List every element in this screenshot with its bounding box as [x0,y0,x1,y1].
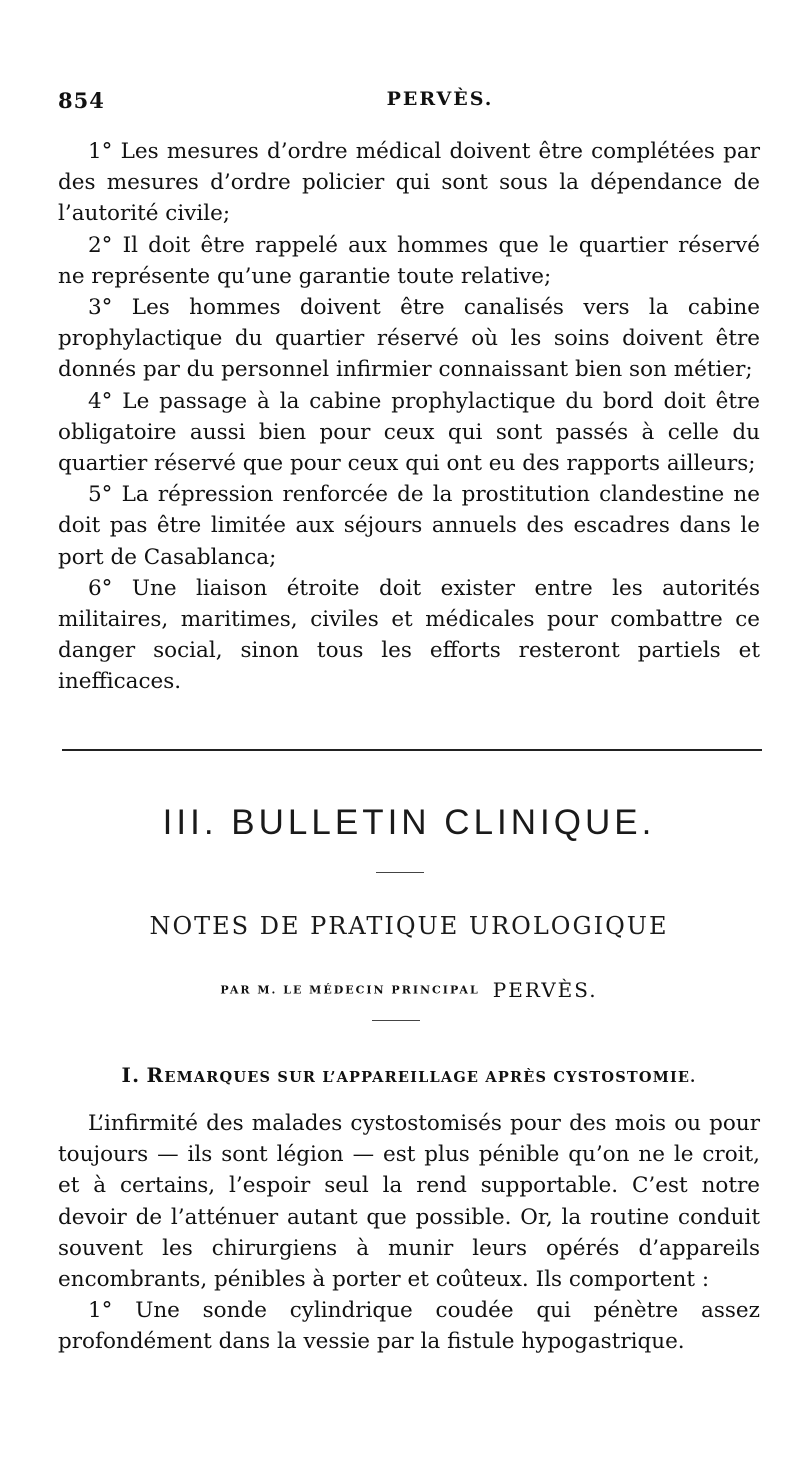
subsection-number: I. [121,1063,141,1087]
recommendation-5: 5° La répression renforcée de la prostitution clandestine ne doit pas être limitée aux séjours annuels des escadres dans le port de Casablanca; [58,482,760,570]
recommendation-6: 6° Une liaison étroite doit exister entre les autorités militaires, maritimes, civiles et médicales pour combattre ce danger social, sinon tous les efforts resteront partiels et inefficaces. [58,575,760,695]
body-paragraph: L’infirmité des malades cystostomisés pour des mois ou pour toujours — ils sont légion — est plus pénible qu’on ne le croit, et à certains, l’espoir seul la rend supportable. C’est notre devoir de l’atténuer autant que possible. Or, la routine conduit souvent les chirurgiens à munir leurs opérés d’appareils encombrants, pénibles à porter et coûteux. Ils comportent : [58,1111,760,1293]
recommendation-2: 2° Il doit être rappelé aux hommes que le quartier réservé ne représente qu’une garantie toute relative; [58,232,760,289]
title-rule-2 [372,1020,420,1021]
recommendation-1: 1° Les mesures d’ordre médical doivent être complétées par des mesures d’ordre policier qui sont sous la dépendance de l’autorité civile; [58,139,760,227]
running-head: PERVÈS. [386,88,494,110]
author-prefix: PAR M. LE MÉDECIN PRINCIPAL [220,983,480,997]
body-item-1: 1° Une sonde cylindrique coudée qui pénètre assez profondément dans la vessie par la fistule hypogastrique. [58,1298,760,1355]
recommendation-4: 4° Le passage à la cabine prophylactique du bord doit être obligatoire aussi bien pour ceux qui sont passés à celle du quartier réservé que pour ceux qui ont eu des rapports ailleurs; [58,388,760,477]
subsection-title: EMARQUES SUR L’APPAREILLAGE APRÈS CYSTOSTOMIE. [164,1069,697,1086]
section-title: III. BULLETIN CLINIQUE. [162,803,656,842]
subsection-initial: R [146,1063,165,1087]
page-header [58,88,760,118]
author-line [58,978,760,1002]
subsection-heading [58,1063,760,1087]
page-number: 854 [58,88,105,113]
author-name: PERVÈS. [492,978,598,1002]
body-text [58,1108,760,1358]
recommendations-list [58,136,760,698]
article-title: NOTES DE PRATIQUE UROLOGIQUE [149,912,669,940]
title-rule-1 [376,872,424,873]
recommendation-3: 3° Les hommes doivent être canalisés vers la cabine prophylactique du quartier réservé où les soins doivent être donnés par du personnel infirmier connaissant bien son métier; [58,295,760,383]
section-divider [62,749,762,751]
